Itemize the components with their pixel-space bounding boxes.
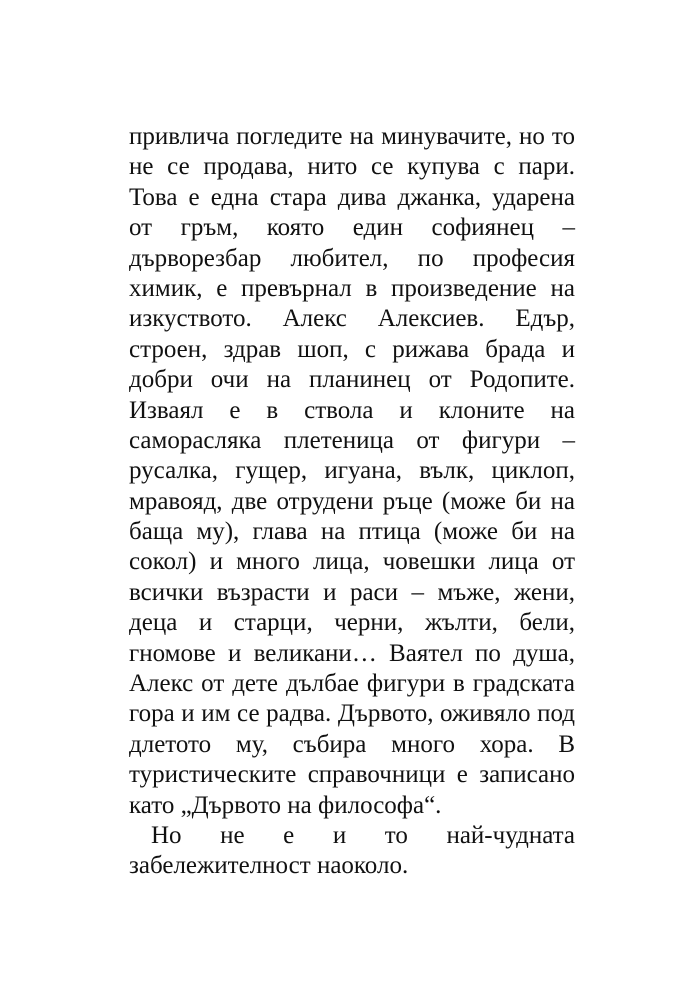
text-line: деца и старци, черни, жълти, бели,	[129, 609, 575, 637]
text-line: не се продава, нито се купува с пари.	[129, 153, 575, 181]
text-line: саморасляка плетеница от фигури –	[129, 426, 575, 454]
text-line: от гръм, която един софиянец –	[129, 214, 575, 242]
text-line: баща му), глава на птица (може би на	[129, 518, 575, 546]
text-line: сокол) и много лица, човешки лица от	[129, 548, 575, 576]
text-line: химик, е превърнал в произведение на	[129, 274, 575, 302]
text-line: добри очи на планинец от Родопите.	[129, 366, 575, 394]
text-line: всички възрасти и раси – мъже, жени,	[129, 578, 575, 606]
text-line: привлича погледите на минувачите, но то	[129, 123, 575, 150]
paragraph	[129, 122, 575, 821]
text-line: Това е една стара дива джанка, ударена	[129, 183, 575, 211]
text-line: русалка, гущер, игуана, вълк, циклоп,	[129, 457, 575, 485]
text-line: мравояд, две отрудени ръце (може би на	[129, 487, 575, 515]
text-line: строен, здрав шоп, с рижава брада и	[129, 335, 575, 363]
text-line: изкуството. Алекс Алексиев. Едър,	[129, 305, 575, 333]
text-line: туристическите справочници е записано	[129, 761, 575, 789]
text-line: гномове и великани… Ваятел по душа,	[129, 639, 575, 667]
text-line: Изваял е в ствола и клоните на	[129, 396, 575, 424]
paragraph	[129, 821, 575, 882]
text-line: гора и им се радва. Дървото, оживяло под	[129, 700, 575, 728]
text-line: дърворезбар любител, по професия	[129, 244, 575, 272]
body-text	[129, 122, 575, 882]
text-line: Но не е и то най-чудната	[151, 821, 575, 849]
text-line: длетото му, събира много хора. В	[129, 730, 575, 758]
text-line: като „Дървото на философа“.	[129, 791, 442, 819]
text-line: забележителност наоколо.	[129, 852, 409, 880]
text-line: Алекс от дете дълбае фигури в градската	[129, 670, 575, 698]
